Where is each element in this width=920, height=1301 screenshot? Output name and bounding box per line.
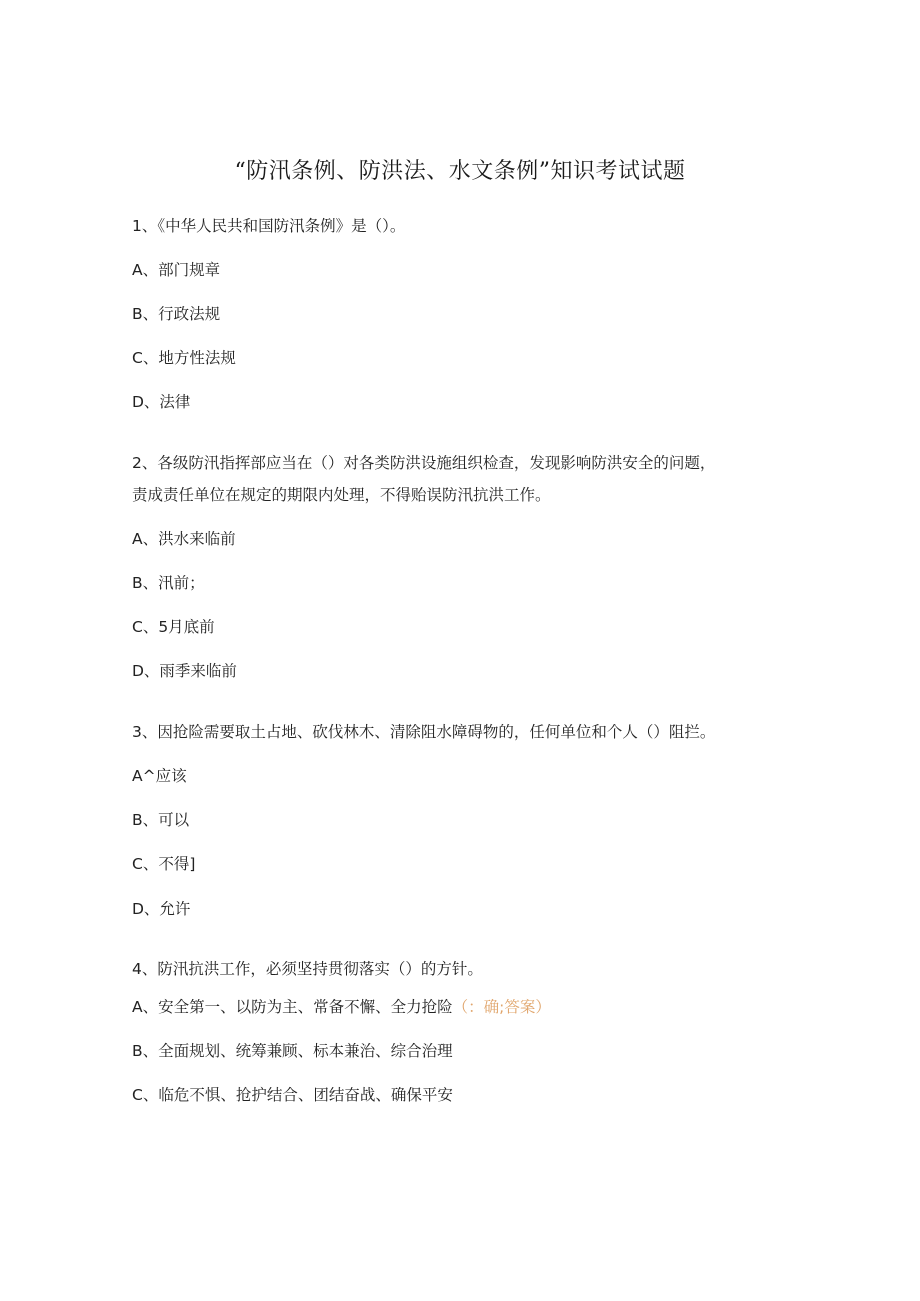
question-2-option-c: C、5月底前 xyxy=(132,618,215,636)
question-4-option-a: A、安全第一、以防为主、常备不懈、全力抢险 xyxy=(132,998,453,1016)
answer-note: （：确;答案） xyxy=(452,998,551,1016)
question-2-option-b: B、汛前； xyxy=(132,574,205,592)
page-title: “防汛条例、防洪法、水文条例”知识考试试题 xyxy=(234,159,686,184)
question-3-option-a: A^应该 xyxy=(132,767,187,785)
question-4-option-a-row xyxy=(132,996,551,1018)
question-3-option-d: D、允许 xyxy=(132,900,191,918)
question-3-option-c: C、不得] xyxy=(132,855,196,873)
question-1-option-a: A、部门规章 xyxy=(132,261,221,279)
question-2-stem-line-2: 责成责任单位在规定的期限内处理，不得贻误防汛抗洪工作。 xyxy=(132,486,551,504)
question-2-option-d: D、雨季来临前 xyxy=(132,662,237,680)
question-3-stem: 3、因抢险需要取土占地、砍伐林木、清除阻水障碍物的，任何单位和个人（）阻拦。 xyxy=(132,723,716,741)
question-4-option-c: C、临危不惧、抢护结合、团结奋战、确保平安 xyxy=(132,1086,453,1104)
question-1-option-b: B、行政法规 xyxy=(132,305,221,323)
question-1-stem: 1、《中华人民共和国防汛条例》是（）。 xyxy=(132,217,406,235)
question-3-option-b: B、可以 xyxy=(132,811,190,829)
question-2-option-a: A、洪水来临前 xyxy=(132,530,236,548)
question-1-option-c: C、地方性法规 xyxy=(132,349,236,367)
question-4-stem: 4、防汛抗洪工作，必须坚持贯彻落实（）的方针。 xyxy=(132,960,483,978)
question-1-option-d: D、法律 xyxy=(132,393,191,411)
question-2-stem-line-1: 2、各级防汛指挥部应当在（）对各类防洪设施组织检查，发现影响防洪安全的问题， xyxy=(132,454,716,472)
question-4-option-b: B、全面规划、统筹兼顾、标本兼治、综合治理 xyxy=(132,1042,453,1060)
